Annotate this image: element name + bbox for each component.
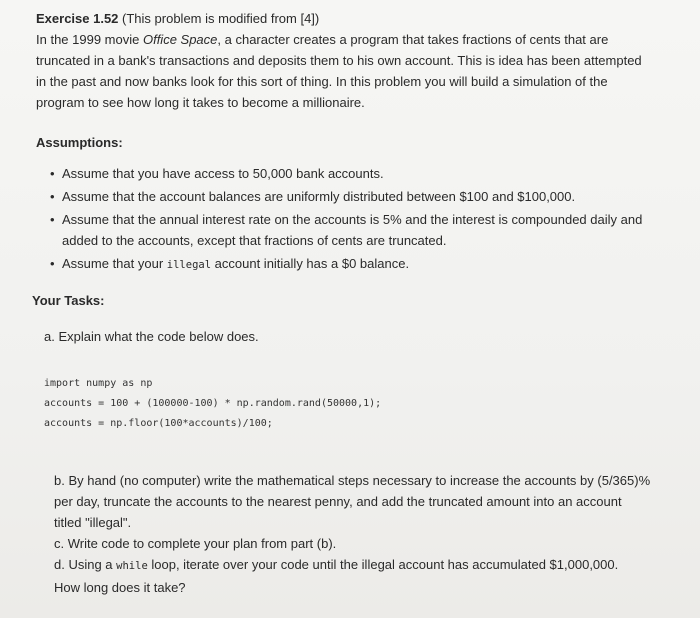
task-text: titled "illegal". xyxy=(54,515,132,530)
task-d xyxy=(36,554,686,598)
code-line: accounts = 100 + (100000-100) * np.random.rand(50000,1); xyxy=(44,398,382,409)
assumptions-heading: Assumptions: xyxy=(36,135,123,150)
exercise-intro xyxy=(36,8,686,113)
code-block xyxy=(44,374,381,434)
code-line: accounts = np.floor(100*accounts)/100; xyxy=(44,418,273,429)
assumption-text: account initially has a $0 balance. xyxy=(211,256,410,271)
tasks-list xyxy=(36,470,686,598)
assumption-text: added to the accounts, except that fractions of cents are truncated. xyxy=(62,233,447,248)
bullet-icon: • xyxy=(50,166,55,181)
tasks-heading: Your Tasks: xyxy=(32,293,105,308)
intro-text: In the 1999 movie xyxy=(36,32,143,47)
task-text: How long does it take? xyxy=(54,580,186,595)
task-b xyxy=(36,470,686,533)
assumption-text: Assume that your xyxy=(62,256,167,271)
movie-title: Office Space xyxy=(142,32,218,47)
task-text: b. By hand (no computer) write the mathematical steps necessary to increase the accounts by (5/365)% xyxy=(54,473,651,488)
bullet-icon: • xyxy=(50,256,55,271)
bullet-icon: • xyxy=(50,189,55,204)
intro-text: in the past and now banks look for this sort of thing. In this problem you will build a simulation of the xyxy=(36,74,608,89)
intro-paragraph xyxy=(36,29,686,113)
assumptions-list xyxy=(50,163,680,278)
list-item xyxy=(50,163,680,184)
task-a: a. Explain what the code below does. xyxy=(44,329,259,344)
task-text: per day, truncate the accounts to the nearest penny, and add the truncated amount into an account xyxy=(54,494,622,509)
task-text: loop, iterate over your code until the illegal account has accumulated $1,000,000. xyxy=(147,557,619,572)
inline-code-while: while xyxy=(116,560,148,572)
list-item xyxy=(50,253,680,276)
task-text: c. Write code to complete your plan from part (b). xyxy=(54,536,337,551)
intro-text: truncated in a bank's transactions and deposits them to his own account. This is idea has been attempted xyxy=(36,53,642,68)
assumption-text: Assume that you have access to 50,000 bank accounts. xyxy=(62,166,384,181)
code-line: import numpy as np xyxy=(44,378,153,389)
list-item xyxy=(50,209,680,251)
exercise-title xyxy=(36,8,686,29)
assumption-text: Assume that the account balances are uniformly distributed between $100 and $100,000. xyxy=(62,189,576,204)
task-c xyxy=(36,533,686,554)
intro-text: , a character creates a program that takes fractions of cents that are xyxy=(217,32,609,47)
list-item xyxy=(50,186,680,207)
task-text: d. Using a xyxy=(54,557,117,572)
intro-text: program to see how long it takes to become a millionaire. xyxy=(36,95,365,110)
bullet-icon: • xyxy=(50,212,55,227)
exercise-label: Exercise 1.52 xyxy=(36,11,119,26)
exercise-note: (This problem is modified from [4]) xyxy=(122,11,320,26)
assumption-text: Assume that the annual interest rate on the accounts is 5% and the interest is compounded daily and xyxy=(62,212,643,227)
inline-code-illegal: illegal xyxy=(166,259,212,271)
